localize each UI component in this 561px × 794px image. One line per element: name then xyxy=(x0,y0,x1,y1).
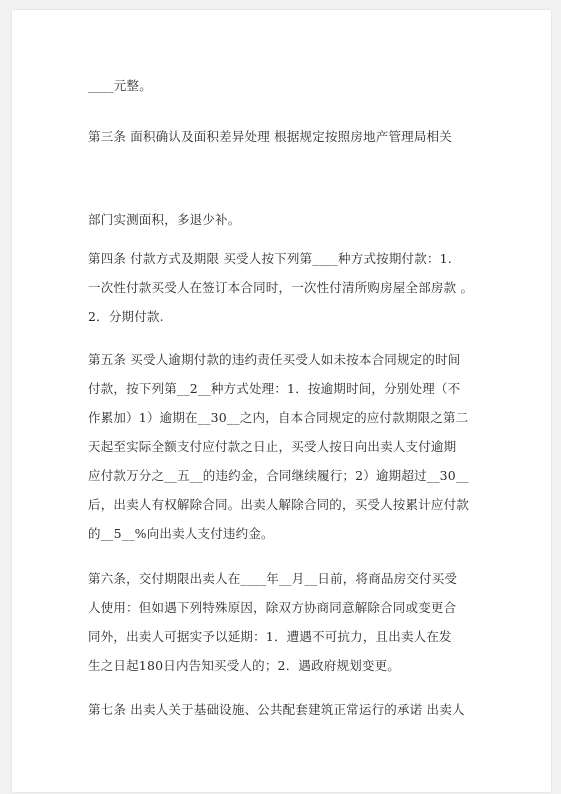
text-line: 同外，出卖人可据实予以延期：1．遭遇不可抗力，且出卖人在发 xyxy=(88,629,452,644)
article-5-heading-line: 第五条 买受人逾期付款的违约责任买受人如未按本合同规定的时间 xyxy=(88,352,461,367)
text-line: 部门实测面积，多退少补。 xyxy=(88,212,241,227)
text-line: 生之日起180日内告知买受人的；2．遇政府规划变更。 xyxy=(88,658,401,673)
text-line: ____元整。 xyxy=(88,78,152,93)
text-line: 一次性付款买受人在签订本合同时，一次性付清所购房屋全部房款 。 xyxy=(88,280,474,295)
text-line: 后，出卖人有权解除合同。出卖人解除合同的，买受人按累计应付款 xyxy=(88,497,470,512)
document-page xyxy=(12,10,551,792)
text-line: 作累加）1）逾期在__30__之内，自本合同规定的应付款期限之第二 xyxy=(88,410,469,425)
article-6-heading-line: 第六条，交付期限出卖人在____年__月__日前，将商品房交付买受 xyxy=(88,571,458,586)
text-line: 天起至实际全额支付应付款之日止，买受人按日向出卖人支付逾期 xyxy=(88,439,457,454)
text-line: 2．分期付款. xyxy=(88,309,164,324)
article-4-heading-line: 第四条 付款方式及期限 买受人按下列第____种方式按期付款：1. xyxy=(88,251,452,266)
text-line: 付款，按下列第__2__种方式处理：1．按逾期时间，分别处理（不 xyxy=(88,381,461,396)
article-7-heading-line: 第七条 出卖人关于基础设施、公共配套建筑正常运行的承诺 出卖人 xyxy=(88,702,465,717)
text-line: 的__5__%向出卖人支付违约金。 xyxy=(88,526,274,541)
text-line: 应付款万分之__五__的违约金，合同继续履行；2）逾期超过__30__ xyxy=(88,468,469,483)
article-3-heading-line: 第三条 面积确认及面积差异处理 根据规定按照房地产管理局相关 xyxy=(88,129,452,144)
text-line: 人使用：但如遇下列特殊原因，除双方协商同意解除合同或变更合 xyxy=(88,600,457,615)
